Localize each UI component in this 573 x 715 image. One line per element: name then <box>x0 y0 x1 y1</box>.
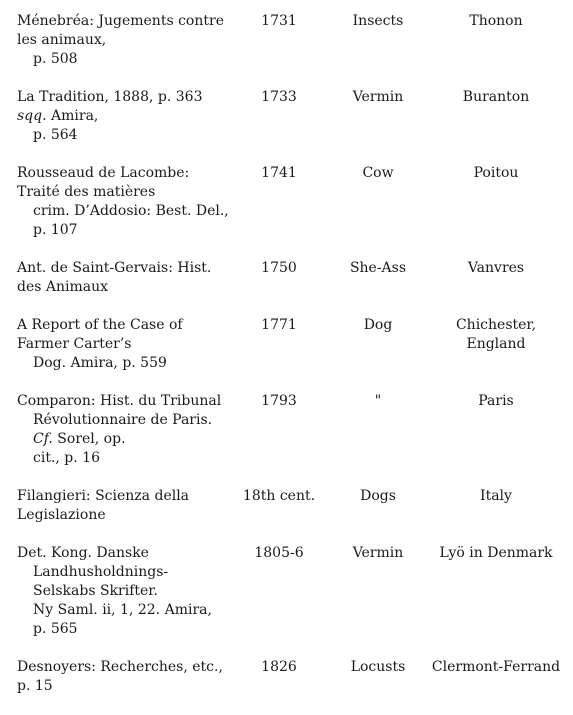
source-cell <box>17 544 229 658</box>
animal-cell: Vermin <box>352 89 404 105</box>
source-cell <box>17 259 229 316</box>
source-line: crim. D’Addosio: Best. Del., p. 107 <box>33 203 229 238</box>
source-cell <box>17 392 229 487</box>
place-cell: Lyö in Denmark <box>439 545 553 561</box>
place-cell: Buranton <box>462 89 530 105</box>
source-line: Det. Kong. Danske <box>17 545 149 561</box>
source-cell <box>17 12 229 88</box>
table-row <box>17 487 565 544</box>
italic-term: sqq. <box>17 108 47 124</box>
source-line: p. 564 <box>33 127 78 143</box>
source-cell <box>17 658 229 715</box>
source-line: Révolutionnaire de Paris. Cf. Sorel, op. <box>33 412 213 447</box>
year-cell: 1805-6 <box>254 545 304 561</box>
place-cell: Italy <box>480 488 512 504</box>
records-table <box>17 12 565 715</box>
source-line: Ant. de Saint-Gervais: Hist. des Animaux <box>17 260 212 295</box>
place-cell: Chichester, England <box>455 317 537 352</box>
table-row <box>17 88 565 164</box>
animal-cell: Locusts <box>350 659 406 675</box>
year-cell: 1731 <box>261 13 297 29</box>
source-cell <box>17 487 229 544</box>
table-row <box>17 316 565 392</box>
source-line: La Tradition, 1888, p. 363 sqq. Amira, <box>17 89 203 124</box>
place-cell: Thonon <box>469 13 523 29</box>
year-cell: 1826 <box>261 659 297 675</box>
animal-cell: Vermin <box>352 545 404 561</box>
table-row <box>17 259 565 316</box>
place-cell: Clermont-Ferrand <box>431 659 561 675</box>
source-line: Comparon: Hist. du Tribunal <box>17 393 222 409</box>
table-row <box>17 658 565 715</box>
animal-cell: Insects <box>352 13 404 29</box>
source-line: cit., p. 16 <box>33 450 100 466</box>
source-line: Rousseaud de Lacombe: Traité des matières <box>17 165 190 200</box>
animal-cell: She-Ass <box>349 260 407 276</box>
table-row <box>17 12 565 88</box>
year-cell: 1750 <box>261 260 297 276</box>
table-row <box>17 164 565 259</box>
source-cell <box>17 88 229 164</box>
source-line: Ménebréa: Jugements contre les animaux, <box>17 13 224 48</box>
source-line: Filangieri: Scienza della Legislazione <box>17 488 190 523</box>
source-cell <box>17 164 229 259</box>
year-cell: 1771 <box>261 317 297 333</box>
animal-cell: Cow <box>362 165 394 181</box>
source-line: Desnoyers: Recherches, etc., p. 15 <box>17 659 223 694</box>
year-cell: 1793 <box>261 393 297 409</box>
year-cell: 1741 <box>261 165 297 181</box>
place-cell: Vanvres <box>467 260 525 276</box>
year-cell: 18th cent. <box>242 488 316 504</box>
italic-term: Cf. <box>33 431 53 447</box>
source-cell <box>17 316 229 392</box>
animal-cell: Dog <box>363 317 393 333</box>
animal-cell: Dogs <box>360 488 396 504</box>
place-cell: Paris <box>478 393 514 409</box>
animal-cell: " <box>374 393 382 409</box>
table-row <box>17 392 565 487</box>
source-line: Landhusholdnings-Selskabs Skrifter. <box>33 564 169 599</box>
source-line: p. 508 <box>33 51 78 67</box>
table-row <box>17 544 565 658</box>
source-line: Dog. Amira, p. 559 <box>33 355 167 371</box>
place-cell: Poitou <box>473 165 519 181</box>
year-cell: 1733 <box>261 89 297 105</box>
source-line: Ny Saml. ii, 1, 22. Amira, p. 565 <box>33 602 212 637</box>
source-line: A Report of the Case of Farmer Carter’s <box>17 317 183 352</box>
